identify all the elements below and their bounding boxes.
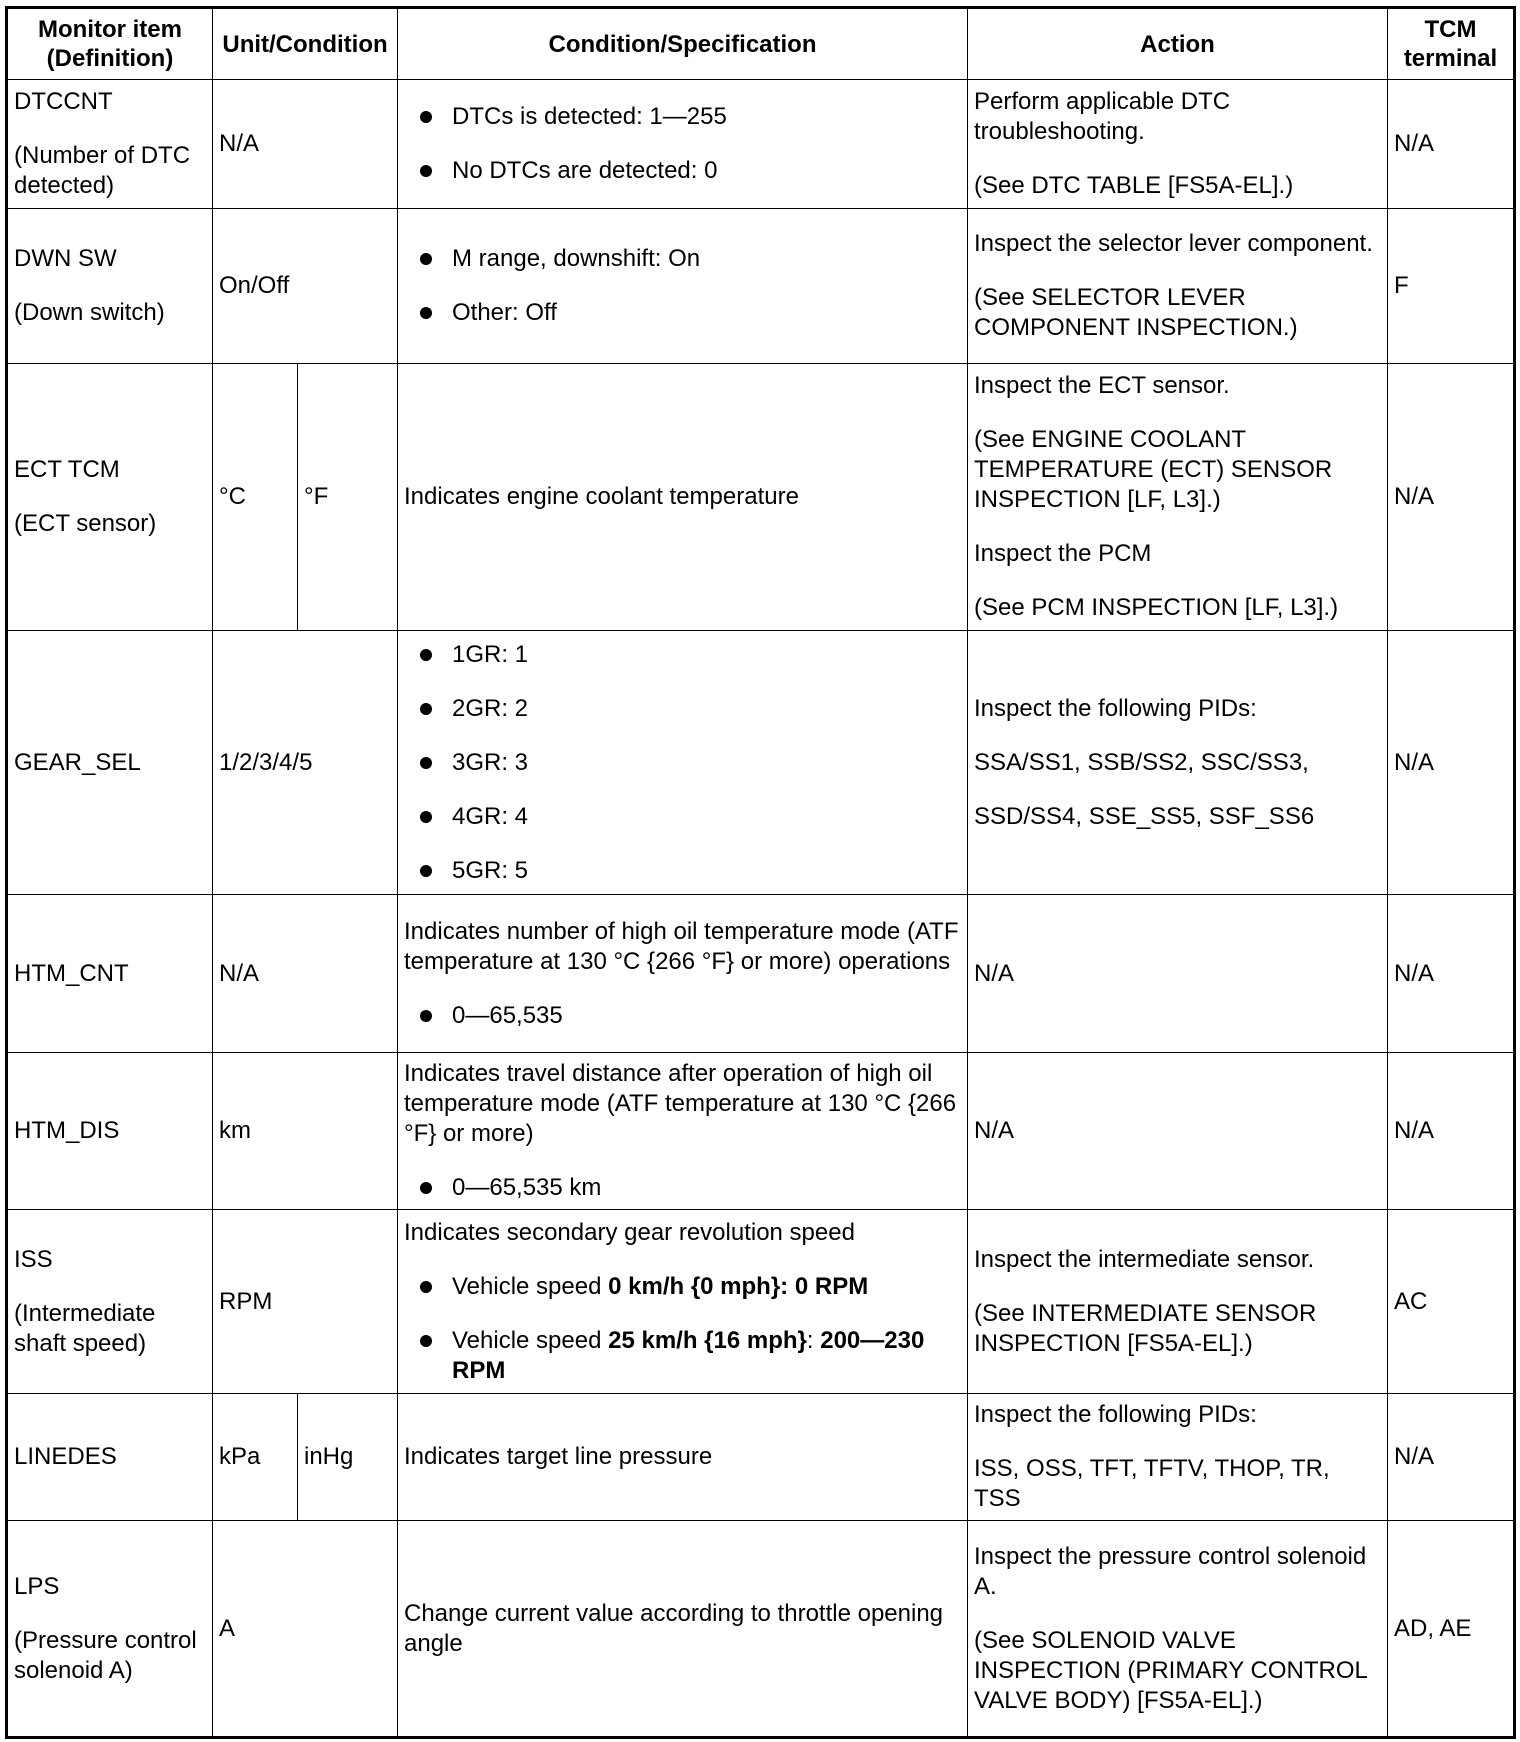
cell-monitor-item	[7, 364, 213, 631]
spec-text: Change current value according to throttle opening angle	[404, 1599, 944, 1657]
table-row	[7, 1394, 1515, 1521]
header-spec-label: Condition/Specification	[548, 30, 817, 58]
action-text: Inspect the following PIDs:	[974, 1401, 1257, 1428]
table-row	[7, 80, 1515, 209]
monitor-item-name: LPS	[14, 1572, 60, 1600]
cell-spec	[398, 1210, 968, 1394]
action-text: (See INTERMEDIATE SENSOR INSPECTION [FS5A-EL].)	[974, 1299, 1317, 1357]
action-text: SSA/SS1, SSB/SS2, SSC/SS3,	[974, 748, 1309, 776]
cell-unit	[213, 1521, 398, 1738]
spec-text: Indicates secondary gear revolution speed	[404, 1218, 855, 1246]
table-row	[7, 1521, 1515, 1738]
cell-action	[968, 209, 1388, 364]
cell-monitor-item	[7, 209, 213, 364]
spec-bullet: 2GR: 2	[452, 694, 961, 724]
table-row	[7, 1053, 1515, 1210]
spec-bullet: 4GR: 4	[452, 802, 961, 832]
unit-value: km	[219, 1117, 251, 1144]
spec-bullet-value: 0 km/h {0 mph}: 0 RPM	[608, 1272, 869, 1300]
header-tcm-label: TCM	[1424, 16, 1477, 43]
action-text: (See PCM INSPECTION [LF, L3].)	[974, 594, 1339, 621]
monitor-item-name: DWN SW	[14, 245, 117, 272]
spec-bullet: DTCs is detected: 1—255	[452, 102, 961, 132]
header-monitor-item	[7, 8, 213, 80]
unit-value: N/A	[219, 130, 260, 157]
cell-unit-metric	[213, 1394, 298, 1521]
spec-text: Indicates target line pressure	[404, 1443, 713, 1470]
unit-imperial-value: inHg	[304, 1443, 354, 1470]
spec-bullet	[452, 1272, 961, 1302]
spec-text: Indicates number of high oil temperature mode (ATF temperature at 130 °C {266 °F} or more) operations	[404, 917, 959, 975]
header-unit	[213, 8, 398, 80]
spec-bullet-value: 25 km/h {16 mph}	[608, 1326, 807, 1354]
action-text: Inspect the following PIDs:	[974, 694, 1257, 722]
header-action	[968, 8, 1388, 80]
header-monitor-item-label: Monitor item	[38, 16, 182, 43]
spec-bullet-separator: :	[806, 1326, 821, 1354]
spec-bullet: 0—65,535 km	[452, 1173, 961, 1203]
monitor-item-name: HTM_CNT	[14, 959, 129, 987]
cell-action	[968, 1053, 1388, 1210]
spec-bullet: 5GR: 5	[452, 856, 961, 886]
action-text: (See DTC TABLE [FS5A-EL].)	[974, 172, 1294, 199]
spec-bullet: Other: Off	[452, 298, 961, 328]
cell-unit	[213, 1210, 398, 1394]
cell-unit-imperial	[298, 364, 398, 631]
cell-action	[968, 364, 1388, 631]
spec-bullet-list	[404, 244, 961, 328]
action-text: (See ENGINE COOLANT TEMPERATURE (ECT) SENSOR INSPECTION [LF, L3].)	[974, 426, 1333, 513]
cell-spec	[398, 209, 968, 364]
cell-action	[968, 895, 1388, 1053]
cell-tcm	[1388, 364, 1515, 631]
spec-bullet: 3GR: 3	[452, 748, 961, 778]
action-text: Inspect the ECT sensor.	[974, 372, 1230, 399]
action-text: (See SELECTOR LEVER COMPONENT INSPECTION.)	[974, 284, 1298, 341]
action-text: Inspect the PCM	[974, 540, 1152, 567]
cell-spec	[398, 1521, 968, 1738]
spec-bullet-text: Vehicle speed	[452, 1326, 609, 1354]
monitor-item-name: HTM_DIS	[14, 1117, 120, 1144]
cell-tcm	[1388, 1053, 1515, 1210]
unit-value: RPM	[219, 1287, 273, 1315]
table-row	[7, 364, 1515, 631]
spec-bullet-list	[404, 640, 961, 886]
spec-bullet-list	[404, 1001, 961, 1031]
cell-tcm	[1388, 1394, 1515, 1521]
spec-bullet-value: 200—230 RPM	[452, 1326, 925, 1384]
cell-monitor-item	[7, 1210, 213, 1394]
cell-unit-metric	[213, 364, 298, 631]
cell-tcm	[1388, 80, 1515, 209]
cell-action	[968, 80, 1388, 209]
cell-action	[968, 631, 1388, 895]
cell-unit-imperial	[298, 1394, 398, 1521]
tcm-terminal-value: N/A	[1394, 1117, 1435, 1144]
tcm-terminal-value: AC	[1394, 1287, 1428, 1315]
spec-bullet: M range, downshift: On	[452, 244, 961, 274]
action-text: Inspect the pressure control solenoid A.	[974, 1542, 1367, 1600]
monitor-item-table	[5, 6, 1516, 1739]
tcm-terminal-value: N/A	[1394, 748, 1435, 776]
cell-tcm	[1388, 631, 1515, 895]
action-text: N/A	[974, 1117, 1015, 1144]
header-tcm-sub: terminal	[1403, 45, 1498, 72]
monitor-item-name: LINEDES	[14, 1443, 117, 1470]
unit-value: N/A	[219, 959, 260, 987]
monitor-item-definition: (ECT sensor)	[14, 510, 157, 537]
monitor-item-name: DTCCNT	[14, 88, 113, 115]
spec-bullet: 1GR: 1	[452, 640, 961, 670]
cell-monitor-item	[7, 1053, 213, 1210]
unit-metric-value: °C	[219, 483, 246, 510]
header-tcm	[1388, 8, 1515, 80]
unit-metric-value: kPa	[219, 1443, 261, 1470]
spec-bullet-text: Vehicle speed	[452, 1272, 609, 1300]
cell-spec	[398, 80, 968, 209]
cell-tcm	[1388, 209, 1515, 364]
monitor-item-name: ECT TCM	[14, 456, 120, 483]
unit-value: 1/2/3/4/5	[219, 748, 313, 776]
cell-action	[968, 1521, 1388, 1738]
spec-bullet-list	[404, 1272, 961, 1386]
spec-text: Indicates engine coolant temperature	[404, 483, 799, 510]
monitor-item-name: GEAR_SEL	[14, 748, 141, 776]
monitor-item-definition: (Number of DTC detected)	[14, 142, 191, 199]
cell-monitor-item	[7, 895, 213, 1053]
cell-spec	[398, 1394, 968, 1521]
cell-spec	[398, 364, 968, 631]
spec-text: Indicates travel distance after operation of high oil temperature mode (ATF temperature at 130 °C {266 °F} or more)	[404, 1060, 957, 1147]
header-monitor-item-sub: (Definition)	[46, 45, 174, 72]
cell-action	[968, 1210, 1388, 1394]
cell-unit	[213, 209, 398, 364]
monitor-item-definition: (Down switch)	[14, 299, 165, 326]
table-row	[7, 895, 1515, 1053]
table-row	[7, 631, 1515, 895]
tcm-terminal-value: AD, AE	[1394, 1614, 1472, 1642]
action-text: N/A	[974, 959, 1015, 987]
monitor-item-definition: (Intermediate shaft speed)	[14, 1299, 156, 1357]
cell-spec	[398, 895, 968, 1053]
unit-imperial-value: °F	[304, 483, 329, 510]
cell-tcm	[1388, 895, 1515, 1053]
spec-bullet	[452, 1326, 961, 1386]
table-row	[7, 1210, 1515, 1394]
header-spec	[398, 8, 968, 80]
tcm-terminal-value: N/A	[1394, 959, 1435, 987]
action-text: Perform applicable DTC troubleshooting.	[974, 88, 1231, 145]
action-text: Inspect the intermediate sensor.	[974, 1245, 1315, 1273]
cell-tcm	[1388, 1210, 1515, 1394]
monitor-item-name: ISS	[14, 1245, 53, 1273]
spec-bullet: No DTCs are detected: 0	[452, 156, 961, 186]
cell-monitor-item	[7, 631, 213, 895]
monitor-item-definition: (Pressure control solenoid A)	[14, 1626, 197, 1684]
spec-bullet: 0—65,535	[452, 1001, 961, 1031]
cell-monitor-item	[7, 1521, 213, 1738]
cell-unit	[213, 895, 398, 1053]
cell-spec	[398, 1053, 968, 1210]
cell-unit	[213, 631, 398, 895]
action-text: ISS, OSS, TFT, TFTV, THOP, TR, TSS	[974, 1455, 1330, 1512]
spec-bullet-list	[404, 102, 961, 186]
monitor-item-table-sheet	[5, 6, 1513, 1736]
cell-monitor-item	[7, 80, 213, 209]
table-row	[7, 209, 1515, 364]
action-text: (See SOLENOID VALVE INSPECTION (PRIMARY CONTROL VALVE BODY) [FS5A-EL].)	[974, 1626, 1367, 1714]
tcm-terminal-value: N/A	[1394, 483, 1435, 510]
cell-tcm	[1388, 1521, 1515, 1738]
tcm-terminal-value: F	[1394, 272, 1409, 299]
tcm-terminal-value: N/A	[1394, 130, 1435, 157]
cell-unit	[213, 1053, 398, 1210]
header-unit-label: Unit/Condition	[222, 30, 388, 58]
cell-action	[968, 1394, 1388, 1521]
cell-spec	[398, 631, 968, 895]
header-row	[7, 8, 1515, 80]
header-action-label: Action	[1140, 30, 1215, 58]
tcm-terminal-value: N/A	[1394, 1443, 1435, 1470]
spec-bullet-list	[404, 1173, 961, 1203]
cell-monitor-item	[7, 1394, 213, 1521]
unit-value: A	[219, 1614, 236, 1642]
unit-value: On/Off	[219, 272, 290, 299]
cell-unit	[213, 80, 398, 209]
action-text: SSD/SS4, SSE_SS5, SSF_SS6	[974, 802, 1315, 830]
action-text: Inspect the selector lever component.	[974, 230, 1373, 257]
